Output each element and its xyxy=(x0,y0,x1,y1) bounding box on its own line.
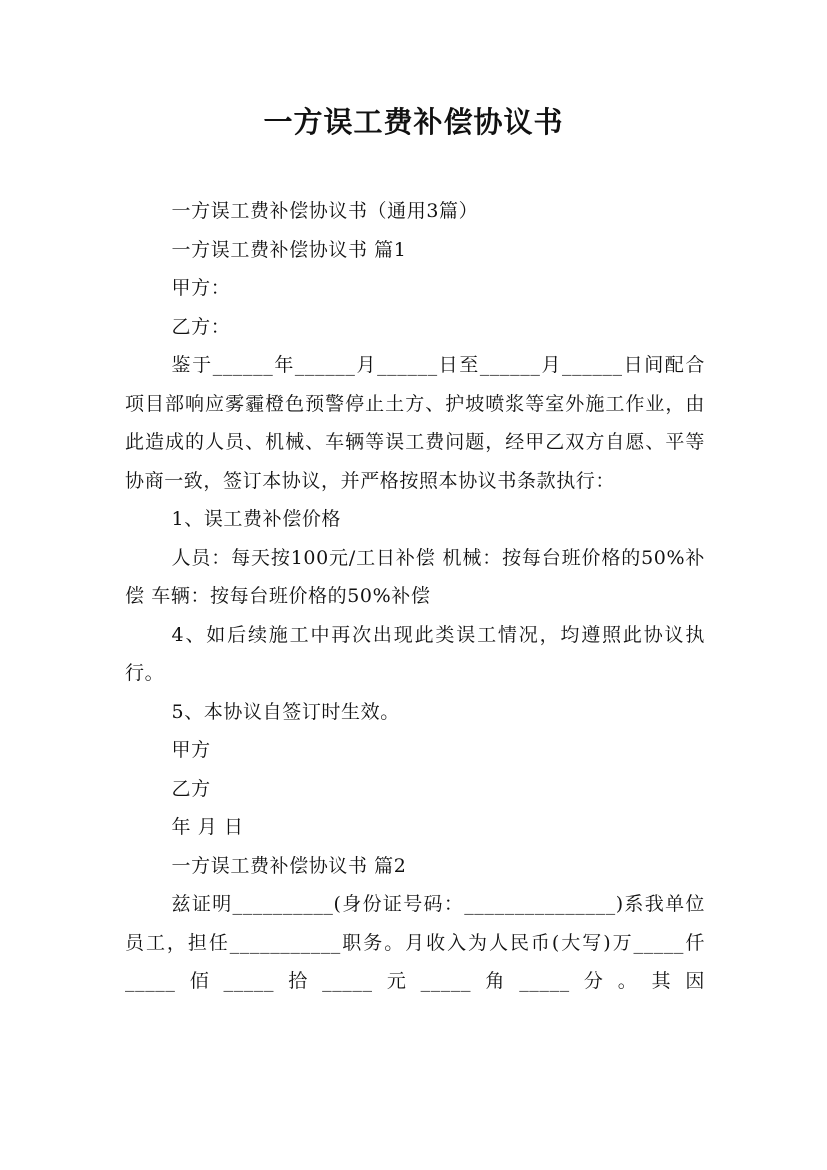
paragraph-collection-title: 一方误工费补偿协议书（通用3篇） xyxy=(171,200,479,222)
paragraph-party-a: 甲方： xyxy=(171,277,231,299)
paragraph-compensation-rates: 人员：每天按100元/工日补偿 机械：按每台班价格的50%补偿 车辆：按每台班价格的50%补偿 xyxy=(125,546,705,607)
paragraph-clause-5: 5、本协议自签订时生效。 xyxy=(171,700,400,723)
paragraph-section-1-heading: 一方误工费补偿协议书 篇1 xyxy=(171,238,407,261)
paragraph-party-b: 乙方： xyxy=(171,315,231,338)
document-title: 一方误工费补偿协议书 xyxy=(263,105,564,139)
paragraph-signature-party-b: 乙方 xyxy=(171,777,211,800)
paragraph-preamble: 鉴于______年______月______日至______月______日间配合项目部响应雾霾橙色预警停止土方、护坡喷浆等室外施工作业，由此造成的人员、机械、车辆等误工费问题，经甲乙双方自愿、平等协商一致，签订本协议，并严格按照本协议书条款执行： xyxy=(125,354,705,492)
paragraph-clause-4: 4、如后续施工中再次出现此类误工情况，均遵照此协议执行。 xyxy=(125,623,705,684)
paragraph-clause-1: 1、误工费补偿价格 xyxy=(171,508,342,530)
paragraph-section-2-heading: 一方误工费补偿协议书 篇2 xyxy=(171,854,407,877)
paragraph-employment-certificate: 兹证明__________(身份证号码：_______________)系我单位员工，担任___________职务。月收入为人民币(大写)万_____仟_____佰_____拾_____元_____角_____分。其因 xyxy=(125,893,705,992)
paragraph-signature-party-a: 甲方 xyxy=(171,739,211,761)
document-body xyxy=(125,192,705,1001)
paragraph-date-line: 年 月 日 xyxy=(171,816,244,838)
